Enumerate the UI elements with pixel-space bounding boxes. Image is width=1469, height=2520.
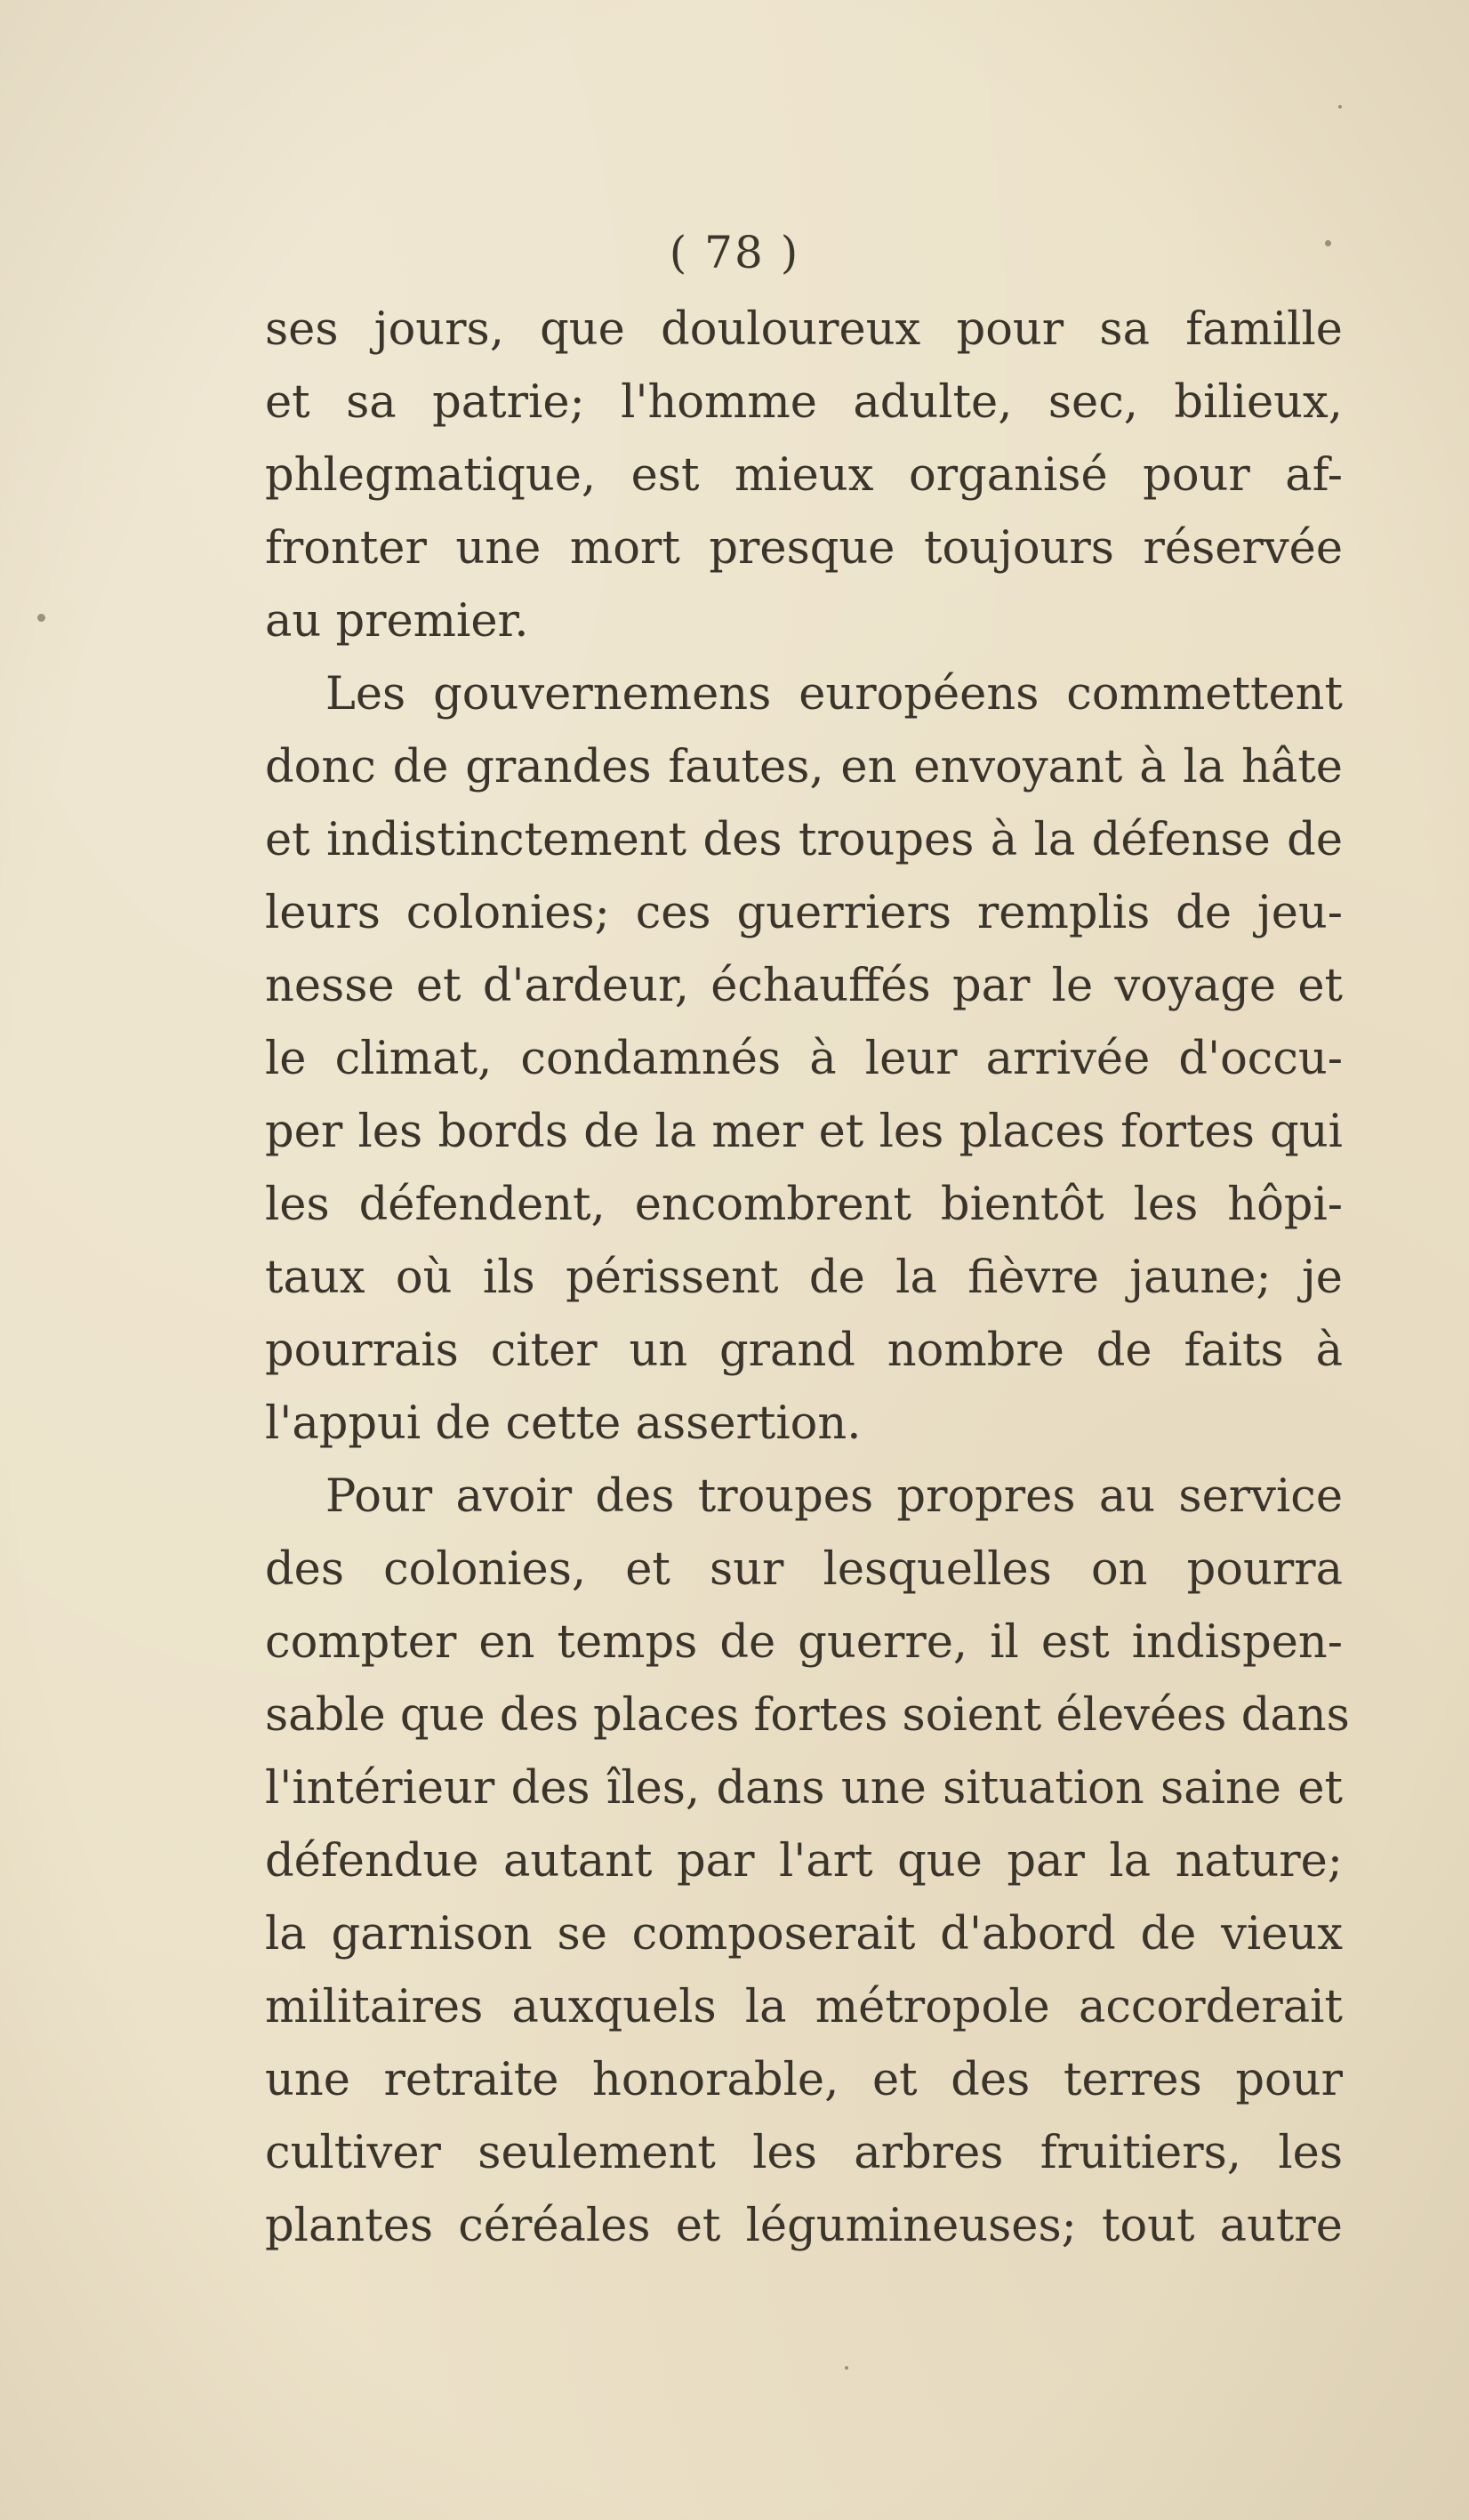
text-line: militaires auxquels la métropole accorderait bbox=[265, 1981, 1343, 2033]
text-line: sable que des places fortes soient élevées dans bbox=[265, 1689, 1350, 1742]
text-line: donc de grandes fautes, en envoyant à la hâte bbox=[265, 741, 1343, 793]
text-line: et indistinctement des troupes à la défense de bbox=[265, 814, 1343, 866]
text-line: Pour avoir des troupes propres au service bbox=[325, 1470, 1343, 1523]
text-line: au premier. bbox=[265, 595, 529, 648]
text-line: nesse et d'ardeur, échauffés par le voyage et bbox=[265, 960, 1343, 1012]
paper-speck bbox=[37, 614, 45, 622]
paragraph bbox=[265, 658, 1343, 1461]
text-line: les défendent, encombrent bientôt les hôpi- bbox=[265, 1179, 1343, 1231]
paper-speck bbox=[1325, 240, 1331, 246]
text-line: per les bords de la mer et les places fortes qui bbox=[265, 1106, 1343, 1158]
text-line: ses jours, que douloureux pour sa famille bbox=[265, 303, 1343, 356]
text-line: cultiver seulement les arbres fruitiers, les bbox=[265, 2127, 1343, 2179]
text-line: fronter une mort presque toujours réservée bbox=[265, 522, 1343, 575]
text-line: des colonies, et sur lesquelles on pourra bbox=[265, 1543, 1343, 1596]
text-line: la garnison se composerait d'abord de vieux bbox=[265, 1908, 1343, 1960]
text-line: l'intérieur des îles, dans une situation saine et bbox=[265, 1762, 1343, 1815]
paper-speck bbox=[1338, 105, 1342, 109]
paragraph bbox=[265, 294, 1343, 658]
paragraph bbox=[265, 1461, 1350, 2263]
text-line: taux où ils périssent de la fièvre jaune; je bbox=[265, 1252, 1343, 1304]
text-line: phlegmatique, est mieux organisé pour af- bbox=[265, 449, 1343, 502]
text-block bbox=[265, 294, 1350, 2263]
text-line: leurs colonies; ces guerriers remplis de jeu- bbox=[265, 887, 1343, 939]
text-line: compter en temps de guerre, il est indispen- bbox=[265, 1616, 1343, 1669]
text-line: pourrais citer un grand nombre de faits à bbox=[265, 1324, 1343, 1377]
text-line: l'appui de cette assertion. bbox=[265, 1397, 862, 1450]
text-line: et sa patrie; l'homme adulte, sec, bilieux, bbox=[265, 376, 1343, 429]
text-line: défendue autant par l'art que par la nature; bbox=[265, 1835, 1343, 1888]
text-line: plantes céréales et légumineuses; tout autre bbox=[265, 2200, 1343, 2252]
text-line: Les gouvernemens européens commettent bbox=[325, 668, 1343, 721]
text-line: le climat, condamnés à leur arrivée d'occu- bbox=[265, 1033, 1343, 1085]
paper-speck bbox=[845, 2366, 848, 2370]
page-number: ( 78 ) bbox=[669, 227, 800, 278]
text-line: une retraite honorable, et des terres pour bbox=[265, 2054, 1343, 2106]
